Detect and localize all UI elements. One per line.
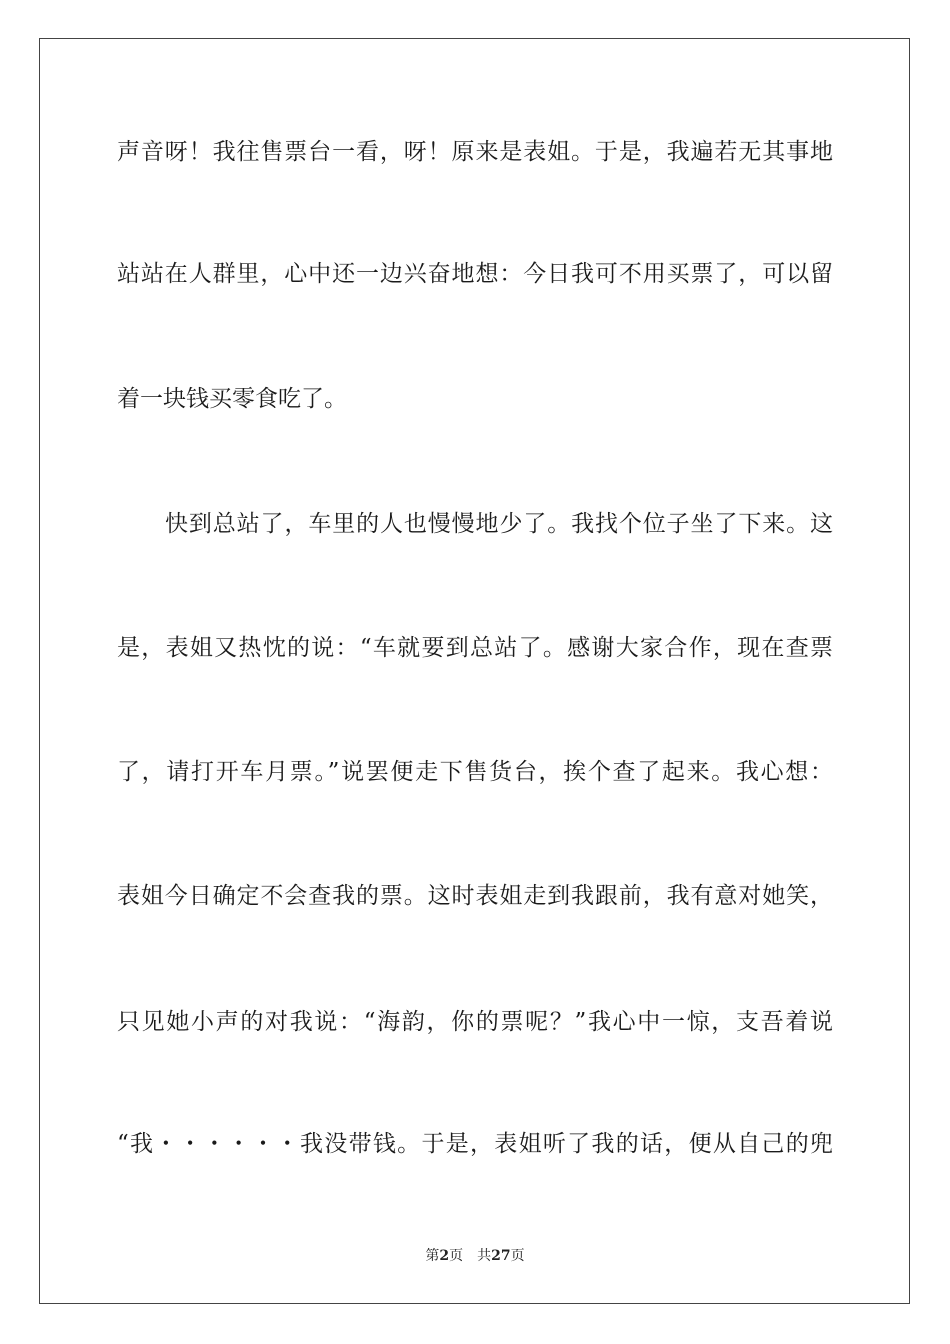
text-line-8: 只见她小声的对我说：“海韵，你的票呢？”我心中一惊，支吾着说 — [117, 1009, 833, 1035]
footer-page-prefix: 第 — [425, 1248, 440, 1264]
footer-total-pages: 27 — [491, 1248, 511, 1264]
footer-page-number: 2 — [439, 1248, 450, 1264]
text-line-7: 表姐今日确定不会查我的票。这时表姐走到我跟前，我有意对她笑， — [117, 883, 833, 909]
footer-total-prefix: 共 — [477, 1248, 492, 1264]
text-line-3: 着一块钱买零食吃了。 — [117, 386, 347, 412]
page-border — [39, 38, 910, 1304]
text-line-9: “我・・・・・・我没带钱。于是，表姐听了我的话，便从自己的兜 — [117, 1131, 833, 1157]
text-line-4: 快到总站了，车里的人也慢慢地少了。我找个位子坐了下来。这 — [165, 511, 833, 537]
page-footer — [0, 1246, 950, 1266]
text-line-6: 了，请打开车月票。”说罢便走下售货台，挨个查了起来。我心想： — [117, 759, 833, 785]
footer-total-suffix: 页 — [510, 1248, 525, 1264]
footer-page-suffix: 页 — [449, 1248, 464, 1264]
text-line-1: 声音呀！我往售票台一看，呀！原来是表姐。于是，我遍若无其事地 — [117, 139, 833, 165]
text-line-5: 是，表姐又热忱的说：“车就要到总站了。感谢大家合作，现在查票 — [117, 635, 833, 661]
text-line-2: 站站在人群里，心中还一边兴奋地想：今日我可不用买票了，可以留 — [117, 261, 833, 287]
